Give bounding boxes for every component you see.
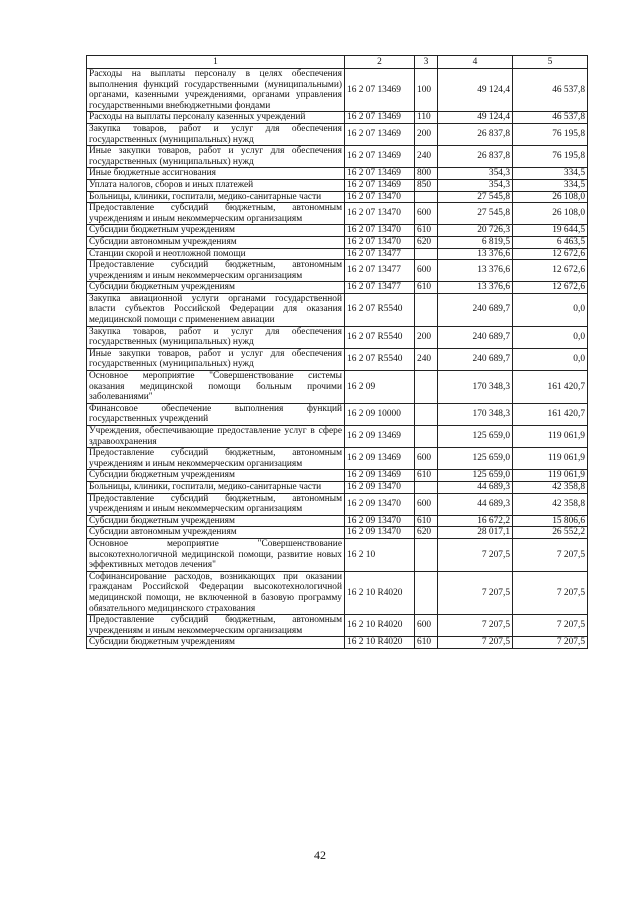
- row-name-cell: Субсидии автономным учреждениям: [87, 236, 345, 248]
- row-name-cell: Иные закупки товаров, работ и услуг для обеспечения государственных (муниципальных) нужд: [87, 348, 345, 370]
- row-amount-col5-cell: 42 358,8: [513, 481, 588, 493]
- row-expense-type-cell: 850: [415, 179, 438, 191]
- row-name-cell: Закупка авиационной услуги органами государственной власти субъектов Российской Федерации для оказания медицинской помощи с применением авиации: [87, 293, 345, 326]
- row-expense-type-cell: [415, 426, 438, 448]
- row-amount-col5-cell: 76 195,8: [513, 146, 588, 168]
- row-amount-col5-cell: 334,5: [513, 179, 588, 191]
- row-amount-col5-cell: 0,0: [513, 326, 588, 348]
- row-expense-type-cell: [415, 293, 438, 326]
- row-expense-type-cell: [415, 538, 438, 571]
- row-expense-type-cell: 610: [415, 470, 438, 482]
- row-expense-type-cell: [415, 191, 438, 203]
- row-expense-type-cell: 610: [415, 515, 438, 527]
- row-amount-col4-cell: 13 376,6: [438, 260, 513, 282]
- row-amount-col4-cell: 26 837,8: [438, 146, 513, 168]
- table-row: [87, 123, 588, 145]
- row-amount-col4-cell: 13 376,6: [438, 282, 513, 294]
- row-expense-type-cell: 800: [415, 168, 438, 180]
- table-row: [87, 203, 588, 225]
- row-expense-type-cell: [415, 403, 438, 425]
- table-row: [87, 348, 588, 370]
- row-amount-col4-cell: 20 726,3: [438, 225, 513, 237]
- row-amount-col5-cell: 119 061,9: [513, 426, 588, 448]
- row-amount-col4-cell: 16 672,2: [438, 515, 513, 527]
- row-amount-col5-cell: 161 420,7: [513, 371, 588, 404]
- row-amount-col4-cell: 44 689,3: [438, 493, 513, 515]
- row-target-code-cell: 16 2 07 13469: [345, 168, 415, 180]
- row-name-cell: Предоставление субсидий бюджетным, автономным учреждениям и иным некоммерческим организациям: [87, 448, 345, 470]
- header-col-5: 5: [513, 56, 588, 69]
- page-number: 42: [314, 848, 326, 862]
- row-amount-col5-cell: 161 420,7: [513, 403, 588, 425]
- row-name-cell: Иные закупки товаров, работ и услуг для обеспечения государственных (муниципальных) нужд: [87, 146, 345, 168]
- table-row: [87, 248, 588, 260]
- row-expense-type-cell: 620: [415, 236, 438, 248]
- row-target-code-cell: 16 2 10 R4020: [345, 571, 415, 614]
- row-target-code-cell: 16 2 07 R5540: [345, 293, 415, 326]
- row-expense-type-cell: 610: [415, 282, 438, 294]
- row-target-code-cell: 16 2 07 13469: [345, 179, 415, 191]
- row-amount-col5-cell: 46 537,8: [513, 69, 588, 112]
- row-amount-col4-cell: 26 837,8: [438, 123, 513, 145]
- row-target-code-cell: 16 2 09 13469: [345, 470, 415, 482]
- table-header-row: [87, 56, 588, 69]
- row-target-code-cell: 16 2 07 13470: [345, 236, 415, 248]
- header-col-2: 2: [345, 56, 415, 69]
- row-amount-col5-cell: 26 108,0: [513, 191, 588, 203]
- row-target-code-cell: 16 2 07 13470: [345, 203, 415, 225]
- row-expense-type-cell: 200: [415, 123, 438, 145]
- row-amount-col4-cell: 354,3: [438, 179, 513, 191]
- row-expense-type-cell: [415, 248, 438, 260]
- row-amount-col5-cell: 46 537,8: [513, 112, 588, 124]
- table-body: [87, 69, 588, 649]
- table-row: [87, 527, 588, 539]
- table-row: [87, 191, 588, 203]
- row-expense-type-cell: 240: [415, 146, 438, 168]
- row-name-cell: Учреждения, обеспечивающие предоставление услуг в сфере здравоохранения: [87, 426, 345, 448]
- row-target-code-cell: 16 2 07 13477: [345, 282, 415, 294]
- row-target-code-cell: 16 2 09 13470: [345, 481, 415, 493]
- row-target-code-cell: 16 2 09: [345, 371, 415, 404]
- row-amount-col4-cell: 44 689,3: [438, 481, 513, 493]
- table-row: [87, 293, 588, 326]
- table-row: [87, 112, 588, 124]
- row-name-cell: Предоставление субсидий бюджетным, автономным учреждениям и иным некоммерческим организациям: [87, 493, 345, 515]
- row-name-cell: Расходы на выплаты персоналу казенных учреждений: [87, 112, 345, 124]
- row-amount-col5-cell: 7 207,5: [513, 538, 588, 571]
- row-amount-col5-cell: 6 463,5: [513, 236, 588, 248]
- row-name-cell: Закупка товаров, работ и услуг для обеспечения государственных (муниципальных) нужд: [87, 326, 345, 348]
- row-name-cell: Софинансирование расходов, возникающих при оказании гражданам Российской Федерации высокотехнологичной медицинской помощи, не включенной в базовую программу обязательного медицинского страхования: [87, 571, 345, 614]
- row-target-code-cell: 16 2 09 13470: [345, 527, 415, 539]
- row-target-code-cell: 16 2 07 13477: [345, 248, 415, 260]
- row-amount-col5-cell: 119 061,9: [513, 470, 588, 482]
- header-col-4: 4: [438, 56, 513, 69]
- row-name-cell: Предоставление субсидий бюджетным, автономным учреждениям и иным некоммерческим организациям: [87, 203, 345, 225]
- row-amount-col4-cell: 7 207,5: [438, 538, 513, 571]
- row-expense-type-cell: 600: [415, 260, 438, 282]
- row-amount-col5-cell: 76 195,8: [513, 123, 588, 145]
- row-name-cell: Предоставление субсидий бюджетным, автономным учреждениям и иным некоммерческим организациям: [87, 260, 345, 282]
- row-expense-type-cell: 600: [415, 615, 438, 637]
- row-target-code-cell: 16 2 09 13470: [345, 493, 415, 515]
- row-amount-col4-cell: 6 819,5: [438, 236, 513, 248]
- row-target-code-cell: 16 2 07 13469: [345, 112, 415, 124]
- row-name-cell: Субсидии бюджетным учреждениям: [87, 470, 345, 482]
- row-expense-type-cell: 100: [415, 69, 438, 112]
- row-target-code-cell: 16 2 09 13469: [345, 448, 415, 470]
- row-amount-col4-cell: 49 124,4: [438, 69, 513, 112]
- table-row: [87, 69, 588, 112]
- row-name-cell: Субсидии бюджетным учреждениям: [87, 282, 345, 294]
- row-target-code-cell: 16 2 07 R5540: [345, 348, 415, 370]
- row-target-code-cell: 16 2 07 R5540: [345, 326, 415, 348]
- table-row: [87, 515, 588, 527]
- row-amount-col4-cell: 7 207,5: [438, 637, 513, 649]
- row-amount-col5-cell: 7 207,5: [513, 615, 588, 637]
- row-amount-col4-cell: 28 017,1: [438, 527, 513, 539]
- row-name-cell: Субсидии бюджетным учреждениям: [87, 515, 345, 527]
- row-target-code-cell: 16 2 10: [345, 538, 415, 571]
- table-row: [87, 236, 588, 248]
- row-target-code-cell: 16 2 07 13469: [345, 69, 415, 112]
- row-amount-col4-cell: 7 207,5: [438, 571, 513, 614]
- row-target-code-cell: 16 2 09 13469: [345, 426, 415, 448]
- row-name-cell: Финансовое обеспечение выполнения функций государственных учреждений: [87, 403, 345, 425]
- row-amount-col4-cell: 13 376,6: [438, 248, 513, 260]
- row-expense-type-cell: 610: [415, 637, 438, 649]
- row-amount-col4-cell: 240 689,7: [438, 348, 513, 370]
- row-target-code-cell: 16 2 07 13470: [345, 191, 415, 203]
- row-name-cell: Иные бюджетные ассигнования: [87, 168, 345, 180]
- row-target-code-cell: 16 2 09 13470: [345, 515, 415, 527]
- table-row: [87, 282, 588, 294]
- table-row: [87, 371, 588, 404]
- row-name-cell: Больницы, клиники, госпитали, медико-санитарные части: [87, 191, 345, 203]
- row-expense-type-cell: 240: [415, 348, 438, 370]
- table-row: [87, 493, 588, 515]
- header-col-3: 3: [415, 56, 438, 69]
- table-row: [87, 571, 588, 614]
- row-name-cell: Субсидии бюджетным учреждениям: [87, 225, 345, 237]
- row-name-cell: Основное мероприятие "Совершенствование системы оказания медицинской помощи больным прочими заболеваниями": [87, 371, 345, 404]
- row-name-cell: Основное мероприятие "Совершенствование высокотехнологичной медицинской помощи, развитие новых эффективных методов лечения": [87, 538, 345, 571]
- row-amount-col4-cell: 170 348,3: [438, 403, 513, 425]
- row-amount-col5-cell: 15 806,6: [513, 515, 588, 527]
- row-amount-col4-cell: 125 659,0: [438, 426, 513, 448]
- table-row: [87, 146, 588, 168]
- row-name-cell: Расходы на выплаты персоналу в целях обеспечения выполнения функций государственными (муниципальными) органами, казенными учреждениями, органами управления государственными внебюджетными фондами: [87, 69, 345, 112]
- budget-table: [86, 55, 588, 649]
- row-name-cell: Предоставление субсидий бюджетным, автономным учреждениям и иным некоммерческим организациям: [87, 615, 345, 637]
- row-target-code-cell: 16 2 10 R4020: [345, 637, 415, 649]
- row-amount-col5-cell: 42 358,8: [513, 493, 588, 515]
- table-row: [87, 179, 588, 191]
- row-expense-type-cell: 200: [415, 326, 438, 348]
- row-amount-col4-cell: 170 348,3: [438, 371, 513, 404]
- row-name-cell: Станции скорой и неотложной помощи: [87, 248, 345, 260]
- row-name-cell: Субсидии автономным учреждениям: [87, 527, 345, 539]
- row-target-code-cell: 16 2 07 13477: [345, 260, 415, 282]
- row-target-code-cell: 16 2 10 R4020: [345, 615, 415, 637]
- row-amount-col4-cell: 125 659,0: [438, 470, 513, 482]
- row-target-code-cell: 16 2 07 13469: [345, 146, 415, 168]
- row-expense-type-cell: 600: [415, 493, 438, 515]
- row-name-cell: Больницы, клиники, госпитали, медико-санитарные части: [87, 481, 345, 493]
- row-amount-col4-cell: 240 689,7: [438, 326, 513, 348]
- row-name-cell: Уплата налогов, сборов и иных платежей: [87, 179, 345, 191]
- row-amount-col5-cell: 26 552,2: [513, 527, 588, 539]
- row-amount-col5-cell: 7 207,5: [513, 637, 588, 649]
- row-amount-col5-cell: 0,0: [513, 293, 588, 326]
- row-expense-type-cell: 600: [415, 448, 438, 470]
- row-amount-col4-cell: 49 124,4: [438, 112, 513, 124]
- row-amount-col4-cell: 125 659,0: [438, 448, 513, 470]
- table-row: [87, 260, 588, 282]
- row-amount-col4-cell: 27 545,8: [438, 203, 513, 225]
- row-amount-col5-cell: 119 061,9: [513, 448, 588, 470]
- row-target-code-cell: 16 2 09 10000: [345, 403, 415, 425]
- table-row: [87, 470, 588, 482]
- row-expense-type-cell: 610: [415, 225, 438, 237]
- row-amount-col4-cell: 7 207,5: [438, 615, 513, 637]
- row-amount-col5-cell: 334,5: [513, 168, 588, 180]
- row-target-code-cell: 16 2 07 13470: [345, 225, 415, 237]
- row-amount-col5-cell: 12 672,6: [513, 248, 588, 260]
- row-expense-type-cell: [415, 371, 438, 404]
- table-row: [87, 326, 588, 348]
- table-row: [87, 225, 588, 237]
- row-amount-col5-cell: 7 207,5: [513, 571, 588, 614]
- row-expense-type-cell: 600: [415, 203, 438, 225]
- row-amount-col4-cell: 354,3: [438, 168, 513, 180]
- row-expense-type-cell: 620: [415, 527, 438, 539]
- header-col-1: 1: [87, 56, 345, 69]
- row-amount-col5-cell: 26 108,0: [513, 203, 588, 225]
- row-expense-type-cell: [415, 571, 438, 614]
- row-expense-type-cell: [415, 481, 438, 493]
- table-row: [87, 637, 588, 649]
- table-row: [87, 615, 588, 637]
- table-row: [87, 481, 588, 493]
- row-amount-col4-cell: 240 689,7: [438, 293, 513, 326]
- row-amount-col5-cell: 12 672,6: [513, 260, 588, 282]
- row-amount-col4-cell: 27 545,8: [438, 191, 513, 203]
- table-row: [87, 403, 588, 425]
- table-row: [87, 168, 588, 180]
- row-name-cell: Субсидии бюджетным учреждениям: [87, 637, 345, 649]
- row-amount-col5-cell: 0,0: [513, 348, 588, 370]
- row-expense-type-cell: 110: [415, 112, 438, 124]
- row-name-cell: Закупка товаров, работ и услуг для обеспечения государственных (муниципальных) нужд: [87, 123, 345, 145]
- row-target-code-cell: 16 2 07 13469: [345, 123, 415, 145]
- row-amount-col5-cell: 19 644,5: [513, 225, 588, 237]
- row-amount-col5-cell: 12 672,6: [513, 282, 588, 294]
- table-row: [87, 448, 588, 470]
- table-row: [87, 426, 588, 448]
- table-row: [87, 538, 588, 571]
